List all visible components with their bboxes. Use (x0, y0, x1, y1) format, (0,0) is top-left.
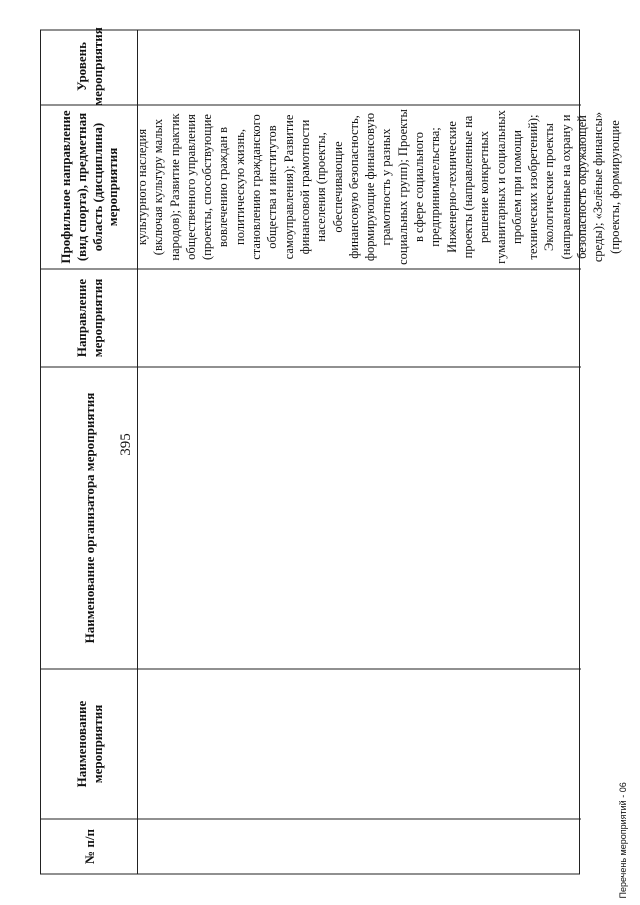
profile-direction-line: общественного управления (183, 114, 198, 260)
page-number: 395 (118, 433, 134, 456)
profile-direction-line: культурного наследия (135, 128, 149, 246)
profile-direction-line: грамотность у разных (379, 128, 394, 246)
cell-organizer (138, 368, 581, 669)
column-organizer (41, 367, 581, 669)
profile-direction-line: народов); Развитие практик (167, 113, 182, 261)
profile-direction-line: обеспечивающие (330, 141, 345, 233)
column-event-name (41, 669, 581, 819)
profile-direction-line: технических изобретений); (526, 114, 541, 260)
header-event-name: Наименование мероприятия (73, 700, 105, 788)
profile-direction-line: (проекты, формирующие (607, 120, 622, 254)
profile-direction-line: проблем при помощи (509, 130, 524, 244)
cell-event-name (138, 670, 581, 819)
profile-direction-line: финансовой грамотности (297, 119, 312, 255)
column-level (41, 29, 581, 105)
profile-direction-line: (проекты, способствующие (200, 114, 215, 260)
column-profile-direction (41, 105, 622, 269)
profile-direction-line: вовлечению граждан в (216, 126, 231, 248)
profile-direction-line: (направленные на охрану и (558, 114, 573, 260)
profile-direction-line: финансовую безопасность, (346, 115, 361, 259)
profile-direction-line: формирующие финансовую (363, 112, 378, 262)
profile-direction-line: гуманитарных и социальных (493, 110, 508, 264)
cell-level (138, 29, 581, 105)
profile-direction-line: политическую жизнь, (232, 129, 247, 245)
profile-direction-line: социальных групп); Проекты (395, 109, 410, 265)
events-table (40, 27, 622, 875)
cell-direction (138, 270, 581, 367)
profile-direction-line: становлению гражданского (249, 114, 264, 260)
profile-direction-line: безопасность окружающей (575, 115, 590, 259)
cell-number (138, 820, 581, 874)
header-direction: Направление мероприятия (73, 278, 105, 358)
profile-direction-line: общества и институтов (265, 125, 280, 249)
footer-note: Перечень мероприятий - 06 (618, 782, 628, 899)
profile-direction-line: среды); «Зелёные финансы» (591, 111, 606, 263)
profile-direction-line: самоуправления); Развитие (281, 114, 296, 260)
profile-direction-line: в сфере социального (412, 131, 427, 243)
profile-direction-line: Инженерно-технические (444, 121, 459, 253)
profile-direction-line: предпринимательства; (428, 127, 443, 247)
profile-direction-line: решение конкретных (477, 130, 492, 244)
header-number: № п/п (81, 829, 97, 864)
column-number (41, 819, 581, 874)
profile-direction-line: населения (проекты, (314, 132, 329, 242)
column-direction (41, 269, 581, 367)
profile-direction-line: Экологические проекты (542, 123, 557, 251)
header-organizer: Наименование организатора мероприятия (81, 392, 97, 644)
profile-direction-line: проекты (направленные на (460, 115, 475, 259)
profile-direction-line: (включая культуру малых (151, 118, 166, 256)
header-profile-direction: Профильное направление (вид спорта), предметная область (дисциплина) мероприятия (58, 110, 121, 264)
header-level: Уровень мероприятия (73, 27, 105, 106)
cell-profile-direction (135, 106, 622, 269)
profile-direction-text (134, 106, 623, 269)
